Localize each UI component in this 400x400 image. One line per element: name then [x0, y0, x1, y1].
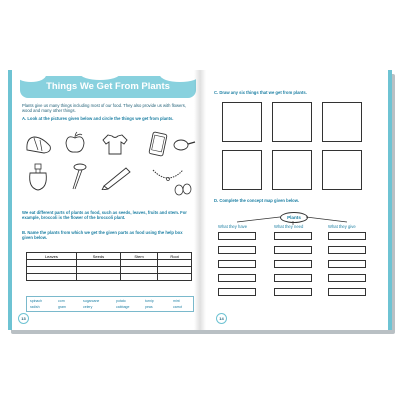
- answer-box[interactable]: [328, 288, 366, 296]
- answer-box[interactable]: [328, 260, 366, 268]
- help-word: potato: [116, 299, 126, 303]
- question-a: A. Look at the pictures given below and circle the things we get from plants.: [22, 116, 174, 121]
- help-word: turnip: [145, 299, 154, 303]
- nail-icon[interactable]: [66, 162, 90, 192]
- fact-text: We eat different parts of plants as food, such as seeds, leaves, fruits and stem. For example, broccoli is the flower of the broccoli plant.: [22, 210, 187, 221]
- eggs-icon[interactable]: [172, 180, 196, 198]
- answer-box[interactable]: [274, 246, 312, 254]
- answer-box[interactable]: [218, 274, 256, 282]
- workbook-spread: [8, 70, 392, 330]
- intro-text: Plants give us many things including most of our food. They also provide us with flowers, wood and many other things.: [22, 103, 187, 114]
- help-word: sugarcane: [83, 299, 100, 303]
- right-page: [200, 70, 392, 330]
- question-c: C. Draw any six things that we get from plants.: [214, 90, 307, 95]
- table-cell[interactable]: [76, 267, 120, 274]
- book-gutter: [194, 70, 206, 330]
- answer-box[interactable]: [274, 232, 312, 240]
- col-label-need: What they need: [274, 224, 304, 229]
- answer-box[interactable]: [218, 232, 256, 240]
- title-banner: [20, 76, 196, 98]
- help-word: radish: [30, 305, 40, 309]
- phone-icon[interactable]: [144, 130, 170, 158]
- table-cell[interactable]: [158, 260, 192, 267]
- shirt-icon[interactable]: [100, 132, 130, 156]
- page-number-right: 14: [216, 313, 227, 324]
- table-cell[interactable]: [27, 260, 77, 267]
- answer-box[interactable]: [274, 274, 312, 282]
- answer-box[interactable]: [274, 260, 312, 268]
- table-cell[interactable]: [158, 267, 192, 274]
- table-cell[interactable]: [27, 267, 77, 274]
- col-label-give: What they give: [328, 224, 356, 229]
- answer-box[interactable]: [218, 246, 256, 254]
- pencil-icon[interactable]: [100, 164, 134, 190]
- answer-box[interactable]: [328, 246, 366, 254]
- table-header: Root: [158, 253, 192, 260]
- table-row[interactable]: [27, 267, 192, 274]
- help-word: gram: [58, 305, 66, 309]
- answer-box[interactable]: [274, 288, 312, 296]
- table-header-row: [27, 253, 192, 260]
- help-box: [26, 296, 194, 312]
- help-word: peas: [145, 305, 153, 309]
- help-word: celery: [83, 305, 93, 309]
- pan-icon[interactable]: [172, 136, 196, 154]
- table-header: Leaves: [27, 253, 77, 260]
- help-word: carrot: [173, 305, 182, 309]
- table-header: Stem: [121, 253, 158, 260]
- banner-cloud: [80, 70, 120, 80]
- answer-box[interactable]: [328, 232, 366, 240]
- table-cell[interactable]: [121, 274, 158, 281]
- col-label-have: What they have: [218, 224, 248, 229]
- answer-box[interactable]: [218, 260, 256, 268]
- help-word: corn: [58, 299, 65, 303]
- help-word: mint: [173, 299, 180, 303]
- table-cell[interactable]: [76, 260, 120, 267]
- table-cell[interactable]: [158, 274, 192, 281]
- page-number-left: 13: [18, 313, 29, 324]
- question-b: B. Name the plants from which we get the given parts as food using the help box given below.: [22, 230, 183, 241]
- table-cell[interactable]: [27, 274, 77, 281]
- table-row[interactable]: [27, 274, 192, 281]
- apple-icon[interactable]: [62, 130, 88, 156]
- plant-parts-table: [26, 252, 192, 281]
- answer-box[interactable]: [218, 288, 256, 296]
- answer-box[interactable]: [328, 274, 366, 282]
- table-row[interactable]: [27, 260, 192, 267]
- sandal-icon[interactable]: [24, 132, 54, 156]
- concept-center: Plants: [280, 212, 308, 223]
- perfume-icon[interactable]: [24, 162, 52, 194]
- table-cell[interactable]: [121, 267, 158, 274]
- left-page: [8, 70, 200, 330]
- table-header: Seeds: [76, 253, 120, 260]
- help-word: cabbage: [116, 305, 130, 309]
- help-word: spinach: [30, 299, 43, 303]
- table-cell[interactable]: [121, 260, 158, 267]
- table-cell[interactable]: [76, 274, 120, 281]
- question-d: D. Complete the concept map given below.: [214, 198, 300, 203]
- page-title: Things We Get From Plants: [46, 81, 170, 92]
